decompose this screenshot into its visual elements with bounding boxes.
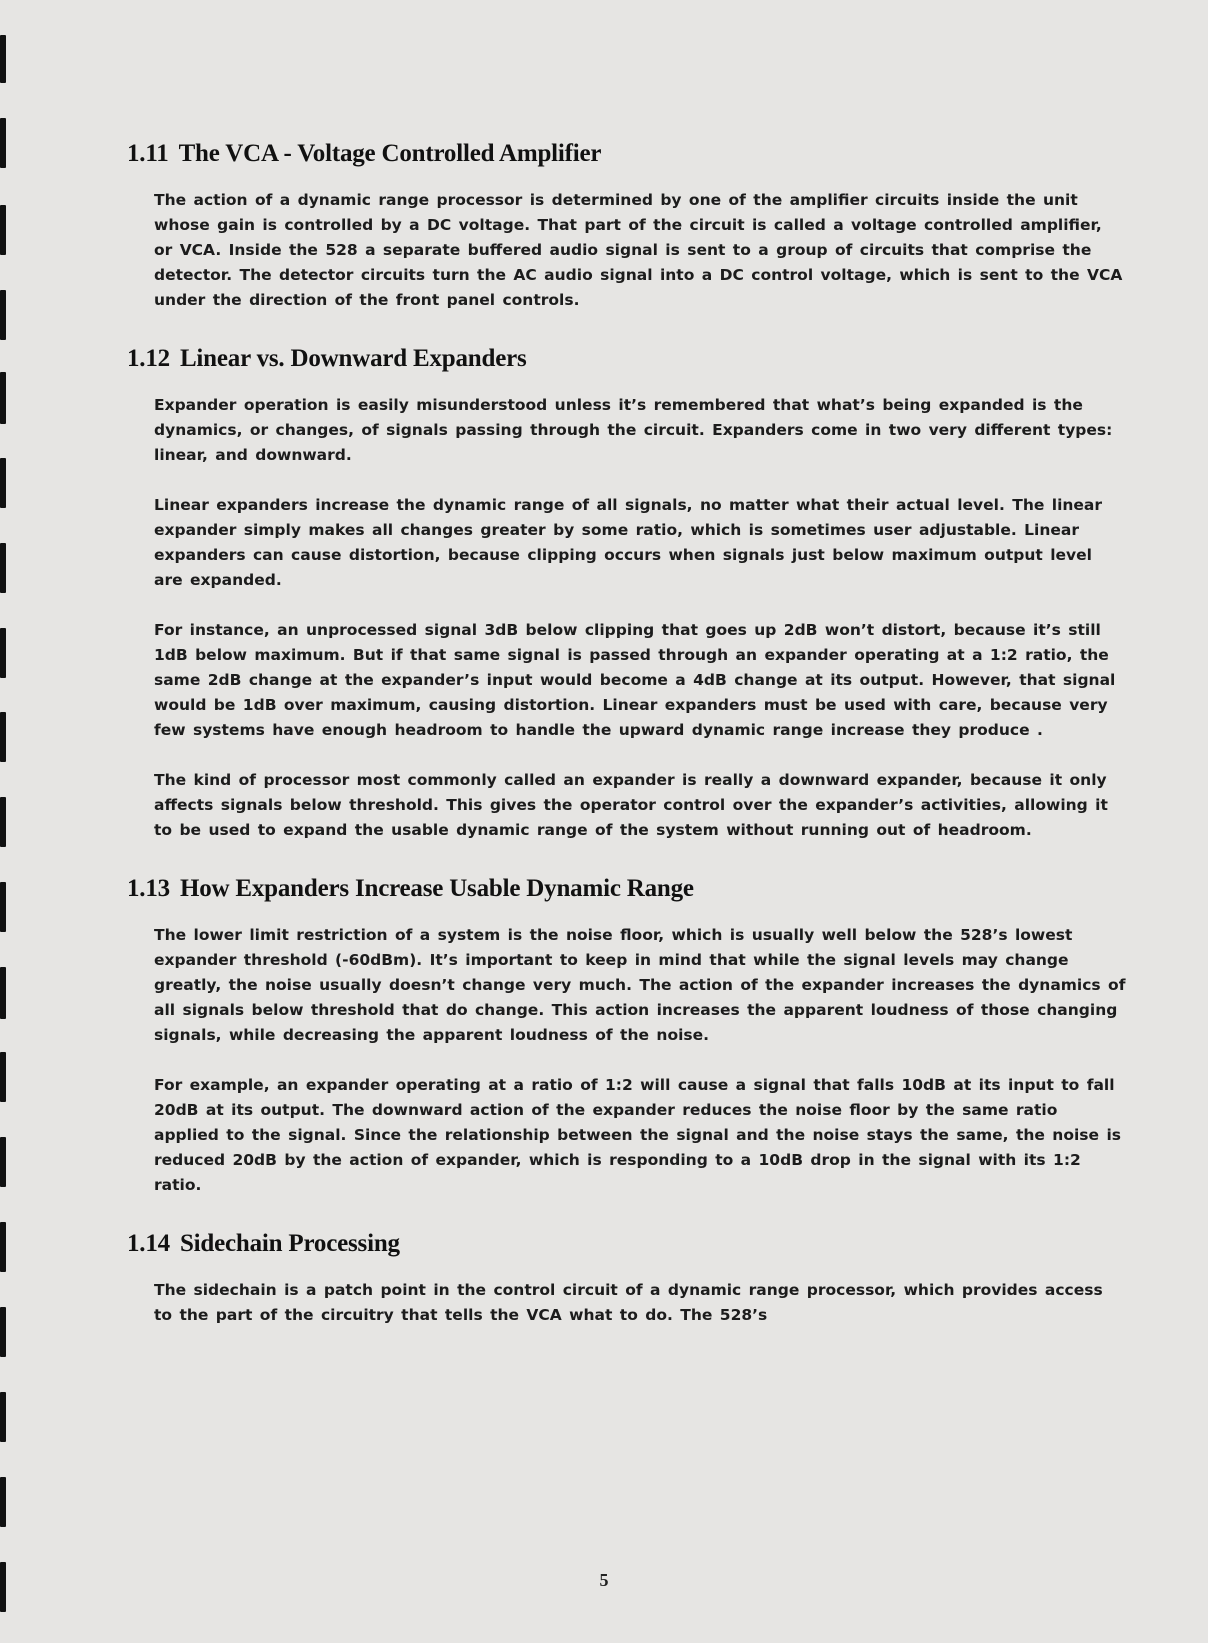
binding-mark [0,1392,6,1442]
section-linear-vs-downward [127,345,1127,843]
binding-marks [0,0,8,1643]
paragraph: The lower limit restriction of a system is the noise floor, which is usually well below the 528’s lowest expander threshold (-60dBm). It’s important to keep in mind that while the signal levels may change greatly, the noise usually doesn’t change very much. The action of the expander increases the dynamics of all signals below threshold that do change. This action increases the apparent loudness of those changing signals, while decreasing the apparent loudness of the noise. [154,926,1126,1044]
binding-mark [0,458,6,508]
section-number: 1.14 [127,1230,170,1257]
binding-mark [0,628,6,678]
binding-mark [0,1137,6,1187]
binding-mark [0,967,6,1019]
paragraph: For instance, an unprocessed signal 3dB below clipping that goes up 2dB won’t distort, because it’s still 1dB below maximum. But if that same signal is passed through an expander operating at a 1:2 ratio, the same 2dB change at the expander’s input would become a 4dB change at its output. However, that signal would be 1dB over maximum, causing distortion. Linear expanders must be used with care, because very few systems have enough headroom to handle the upward dynamic range increase they produce . [154,621,1116,739]
section-heading [127,345,1127,373]
section-title: How Expanders Increase Usable Dynamic Range [179,875,694,902]
paragraph: The kind of processor most commonly called an expander is really a downward expander, because it only affects signals below threshold. This gives the operator control over the expander’s activities, allowing it to be used to expand the usable dynamic range of the system without running out of headroom. [154,771,1108,839]
page-number: 5 [599,1570,609,1590]
section-vca [127,140,1127,313]
binding-mark [0,1222,6,1272]
paragraph: Expander operation is easily misunderstood unless it’s remembered that what’s being expanded is the dynamics, or changes, of signals passing through the circuit. Expanders come in two very different types: linear, and downward. [154,396,1113,464]
section-sidechain [127,1230,1127,1328]
section-number: 1.13 [127,875,170,902]
binding-mark [0,118,6,168]
section-heading [127,1230,1127,1258]
document-body [127,140,1127,1360]
binding-mark [0,1477,6,1527]
section-title: Linear vs. Downward Expanders [179,345,527,372]
section-usable-dynamic-range [127,875,1127,1198]
binding-mark [0,35,6,83]
section-number: 1.12 [127,345,170,372]
section-heading [127,140,1127,168]
binding-mark [0,1307,6,1357]
section-title: The VCA - Voltage Controlled Amplifier [178,140,602,167]
binding-mark [0,797,6,847]
paragraph: The sidechain is a patch point in the control circuit of a dynamic range processor, which provides access to the part of the circuitry that tells the VCA what to do. The 528’s [154,1281,1103,1324]
binding-mark [0,372,6,424]
binding-mark [0,1052,6,1102]
paragraph: For example, an expander operating at a ratio of 1:2 will cause a signal that falls 10dB at its input to fall 20dB at its output. The downward action of the expander reduces the noise floor by the same ratio applied to the signal. Since the relationship between the signal and the noise stays the same, the noise is reduced 20dB by the action of expander, which is responding to a 10dB drop in the signal with its 1:2 ratio. [154,1076,1121,1194]
binding-mark [0,712,6,762]
paragraph: The action of a dynamic range processor is determined by one of the amplifier circuits inside the unit whose gain is controlled by a DC voltage. That part of the circuit is called a voltage controlled amplifier, or VCA. Inside the 528 a separate buffered audio signal is sent to a group of circuits that comprise the detector. The detector circuits turn the AC audio signal into a DC control voltage, which is sent to the VCA under the direction of the front panel controls. [154,191,1123,309]
binding-mark [0,290,6,340]
section-number: 1.11 [127,140,169,167]
binding-mark [0,543,6,593]
binding-mark [0,882,6,932]
binding-mark [0,205,6,255]
section-heading [127,875,1127,903]
paragraph: Linear expanders increase the dynamic range of all signals, no matter what their actual level. The linear expander simply makes all changes greater by some ratio, which is sometimes user adjustable. Linear expanders can cause distortion, because clipping occurs when signals just below maximum output level are expanded. [154,496,1103,589]
section-title: Sidechain Processing [179,1230,400,1257]
